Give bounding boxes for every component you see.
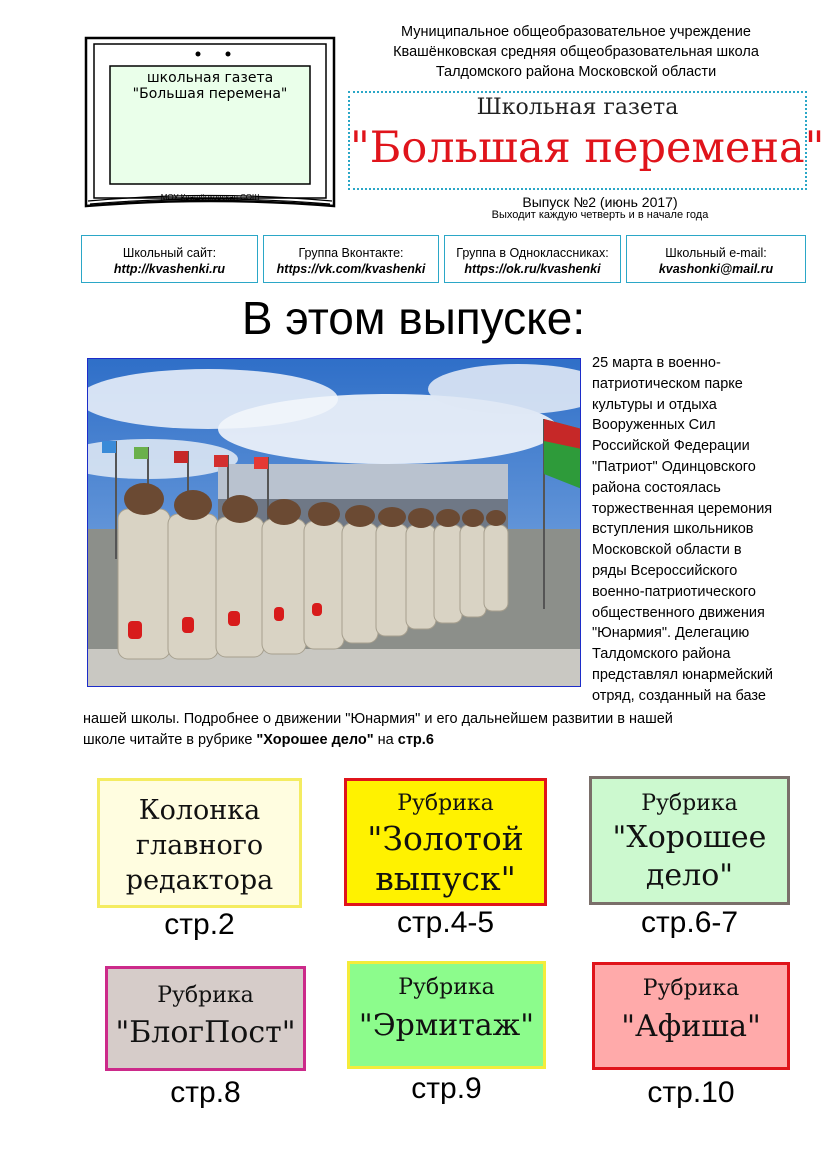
article-line: вступления школьников xyxy=(592,521,754,538)
rubric-good-deed[interactable] xyxy=(589,776,790,905)
article-line: военно-патриотического xyxy=(592,583,756,600)
article-text: школе читайте в рубрике xyxy=(83,731,257,748)
rubric-blogpost[interactable] xyxy=(105,966,306,1071)
rubric-golden-issue[interactable] xyxy=(344,778,547,906)
rubric-good-deed-page: стр.6-7 xyxy=(640,906,739,939)
article-line: патриотическом парке xyxy=(592,375,743,392)
article-page-ref: стр.6 xyxy=(397,731,434,748)
article-text: на xyxy=(373,731,398,748)
logo-text-line1: школьная газета xyxy=(146,70,274,86)
article-line xyxy=(83,730,783,751)
logo-caption: МОУ Квашёнковская СОШ xyxy=(160,193,260,202)
school-email-link[interactable]: kvashonki@mail.ru xyxy=(658,262,774,276)
newspaper-title: "Большая перемена" xyxy=(350,123,825,173)
article-line: Российской Федерации xyxy=(592,438,750,455)
article-line: ряды Всероссийского xyxy=(592,562,738,579)
school-email-box xyxy=(626,235,806,283)
article-line: 25 марта в военно- xyxy=(592,355,721,371)
rubric-title-line: "БлогПост" xyxy=(115,1015,296,1050)
article-line: общественного движения xyxy=(592,604,765,621)
ok-group-link[interactable]: https://ok.ru/kvashenki xyxy=(464,262,601,276)
rubric-hermitage-page: стр.9 xyxy=(411,1072,482,1105)
rubric-title-line: "Хорошее xyxy=(612,820,767,855)
article-line: Вооруженных Сил xyxy=(592,417,716,434)
school-site-label: Школьный сайт: xyxy=(122,246,217,260)
article-line: "Юнармия". Делегацию xyxy=(592,625,750,642)
org-line2: Квашёнковская средняя общеобразовательная школа xyxy=(393,44,759,60)
newspaper-title-box xyxy=(348,91,825,190)
article-line: Талдомского района xyxy=(592,646,731,663)
article-rubric-ref: "Хорошее дело" xyxy=(256,731,374,748)
article-line: района состоялась xyxy=(592,479,721,496)
article-line: Московской области в xyxy=(592,542,742,559)
rubric-label: Рубрика xyxy=(157,983,254,1008)
org-line1: Муниципальное общеобразовательное учреждение xyxy=(401,24,751,40)
org-line3: Талдомского района Московской области xyxy=(435,64,717,80)
rubric-label: Рубрика xyxy=(398,975,495,1000)
article-line: представлял юнармейский xyxy=(592,666,774,683)
school-site-link[interactable]: http://kvashenki.ru xyxy=(113,262,226,276)
article-line: "Патриот" Одинцовского xyxy=(592,458,756,475)
article-bottom-text xyxy=(83,709,783,751)
book-icon xyxy=(82,34,338,210)
school-site-box xyxy=(81,235,258,283)
vk-group-label: Группа Вконтакте: xyxy=(298,246,404,260)
rubric-title-line: "Афиша" xyxy=(621,1009,761,1044)
yunarmiya-photo xyxy=(87,358,581,687)
article-right-column xyxy=(592,353,807,707)
rubric-title-line: главного xyxy=(135,830,264,861)
rubric-title-line: "Эрмитаж" xyxy=(358,1008,535,1043)
logo-title xyxy=(112,70,308,102)
rubric-poster[interactable] xyxy=(592,962,790,1070)
vk-group-box xyxy=(263,235,439,283)
article-line: торжественная церемония xyxy=(592,500,773,517)
rubric-hermitage[interactable] xyxy=(347,961,546,1069)
organization-name xyxy=(350,22,802,82)
ok-group-label: Группа в Одноклассниках: xyxy=(456,246,609,260)
ok-group-box xyxy=(444,235,621,283)
newspaper-title-small: Школьная газета xyxy=(476,95,679,120)
rubric-title-line: Колонка xyxy=(138,795,261,826)
rubric-editor-column[interactable] xyxy=(97,778,302,908)
logo-text-line2: "Большая перемена" xyxy=(132,86,288,102)
rubric-title-line: редактора xyxy=(125,865,274,896)
rubric-label: Рубрика xyxy=(397,791,494,816)
article-line: культуры и отдыха xyxy=(592,396,717,413)
rubric-label: Рубрика xyxy=(642,976,740,1001)
rubric-poster-page: стр.10 xyxy=(647,1076,735,1109)
rubric-golden-issue-page: стр.4-5 xyxy=(396,906,495,939)
section-heading: В этом выпуске: xyxy=(241,292,586,344)
rubric-title-line: "Золотой xyxy=(367,819,524,858)
rubric-editor-column-page: стр.2 xyxy=(164,908,235,941)
rubric-title-line: дело" xyxy=(645,858,734,893)
rubric-label: Рубрика xyxy=(641,791,738,816)
rubric-title-line: выпуск" xyxy=(375,859,516,898)
school-email-label: Школьный e-mail: xyxy=(665,246,767,260)
issue-frequency: Выходит каждую четверть и в начале года xyxy=(491,209,709,221)
rubric-blogpost-page: стр.8 xyxy=(170,1076,241,1109)
article-line: нашей школы. Подробнее о движении "Юнармия" и его дальнейшем развитии в нашей xyxy=(83,711,673,727)
article-line: отряд, созданный на базе xyxy=(592,687,766,704)
vk-group-link[interactable]: https://vk.com/kvashenki xyxy=(276,262,426,276)
newspaper-logo xyxy=(82,34,338,210)
issue-number: Выпуск №2 (июнь 2017) xyxy=(522,194,678,210)
